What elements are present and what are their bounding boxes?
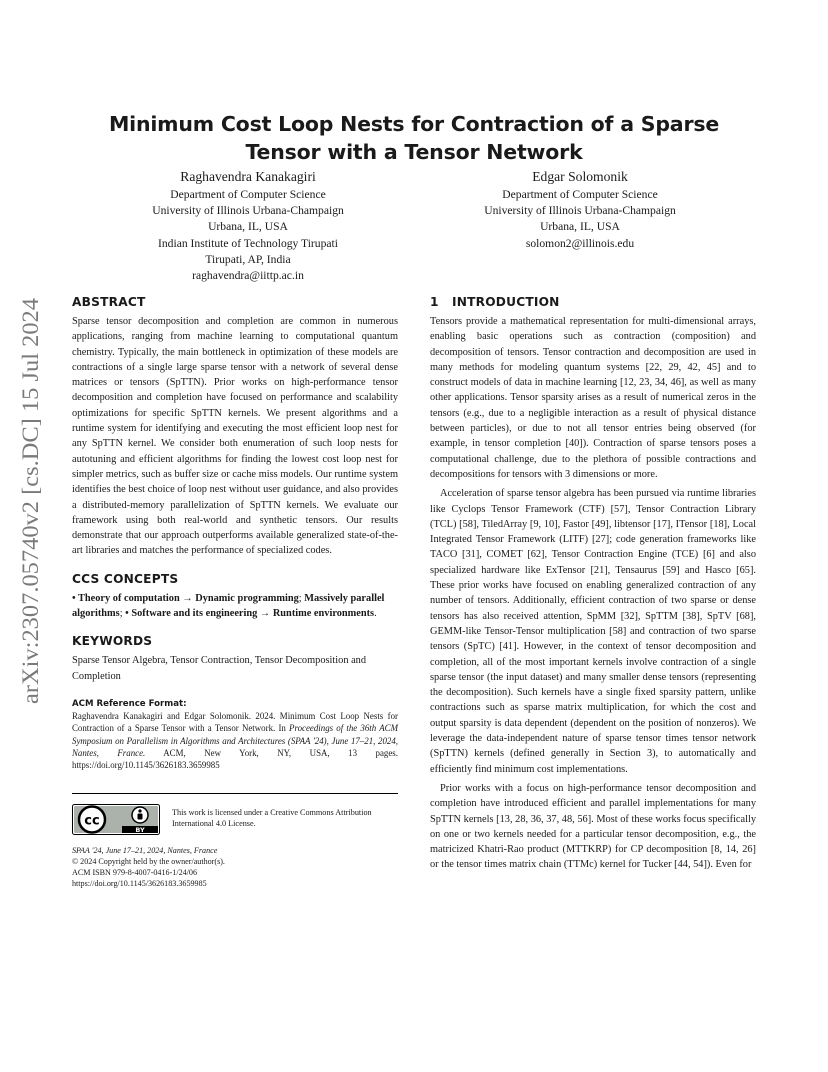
keywords-section: [72, 633, 398, 684]
cc-badge-text: cc: [84, 813, 100, 829]
license-box: [72, 804, 398, 835]
cc-by-license-icon: [72, 804, 160, 835]
acm-reference-label: ACM Reference Format:: [72, 698, 187, 709]
author-affiliation-line: Tirupati, AP, India: [205, 252, 291, 266]
ccs-separator: ;: [119, 608, 126, 620]
acm-reference-publisher: ACM, New York, NY, USA, 13 pages. https://doi.org/10.1145/3626183.3659985: [72, 747, 398, 770]
author-name: Raghavendra Kanakagiri: [180, 169, 316, 184]
author-affiliation-line: Department of Computer Science: [170, 188, 326, 201]
footnote-divider: [72, 793, 398, 794]
copyright-notice: © 2024 Copyright held by the owner/author(s).: [72, 857, 225, 867]
conference-venue: SPAA '24, June 17–21, 2024, Nantes, France: [72, 846, 218, 856]
ccs-concept: • Theory of computation → Dynamic programming: [72, 592, 299, 604]
author-block-2: [450, 168, 710, 252]
author-affiliation-line: University of Illinois Urbana-Champaign: [484, 204, 676, 218]
right-column: [430, 294, 756, 873]
arxiv-identifier-text: arXiv:2307.05740v2 [cs.DC] 15 Jul 2024: [18, 321, 43, 704]
acm-reference-format: [72, 698, 398, 771]
introduction-paragraph: Prior works with a focus on high-performance tensor decomposition and completion have introduced efficient and parallel implementations for many SpTTN kernels [13, 28, 36, 37, 48, 56]. Most of these works focus specifically on one or two kernels needed for a particular tensor decomposition, e.g., the matricized Khatri-Rao product (MTTKRP) for CP decomposition [8, 14, 26] or the tensor times matrix chain (TTMc) kernel for Tucker [44, 54]). Even for: [430, 782, 756, 871]
introduction-paragraph: Acceleration of sparse tensor algebra has been pursued via runtime libraries like Cyclops Tensor Framework (CTF) [57], Tensor Contraction Library (TCL) [58], TiledArray [9, 10], Fastor [49], libtensor [17], ITensor [18], Local Integrated Tensor Framework (LITF) [27]; code generation frameworks like TACO [31], COMET [62], Tensor Contraction Engine (TCE) [6] and also specialized hardware like ExTensor [21], Tensaurus [59] and Hasco [65]. These prior works have focused on enabling generalized contraction of any number of tensors. Additionally, efficient contraction of two sparse or dense tensors has also received attention, SpMM [32], SpTTM [38], SpTV [68], GEMM-like Tensor-Tensor multiplication [58] and contraction of two sparse tensors (SpTC) [41]. However, in the context of tensor decomposition and completion, all of the most important kernels involve contraction of a single sparse tensor (the input dataset) and many smaller dense tensors (representing the decomposition). Such kernels have a single fixed sparsity pattern, unlike contractions such as sparse matrix multiplication, for which the cost and output sparsity is data dependent (dependent on the position of nonzeros). We leverage the data-independent nature of sparse tensor times tensor network (SpTTN) kernels (defined generally in Section 3), to automatically and efficiently find minimum cost implementations.: [430, 488, 756, 775]
acm-reference-proceedings: Proceedings of the 36th ACM Symposium on Parallelism in Algorithms and Architectures (SPAA '24), June 17–21, 2024, Nantes, France.: [72, 723, 398, 758]
author-affiliation-line: Urbana, IL, USA: [540, 220, 620, 234]
abstract-heading: ABSTRACT: [72, 295, 146, 309]
ccs-separator: .: [374, 608, 377, 620]
keywords-heading: KEYWORDS: [72, 634, 153, 649]
ccs-separator: ;: [298, 592, 305, 604]
ccs-concept: Massively parallel algorithms: [72, 592, 385, 620]
acm-reference-authors: Raghavendra Kanakagiri and Edgar Solomonik. 2024. Minimum Cost Loop Nests for Contraction of a Sparse Tensor with a Tensor Network. In: [72, 711, 398, 734]
abstract-text: Sparse tensor decomposition and completion are common in numerous applications, ranging from machine learning to computational quantum chemistry. Typically, the main bottleneck in optimization of these models are contractions of a single large sparse tensor with a network of several dense matrices or tensors (SpTTN). Prior works on high-performance tensor decomposition and completion have focused on performance and scalability optimizations for specific SpTTN kernels. We present algorithms and a runtime system for identifying and executing the most efficient loop nest for any SpTTN kernel. We consider both enumeration of such loop nests for autotuning and efficient algorithms for finding the lowest cost loop nest for simpler metrics, such as buffer size or cache miss models. Our runtime system identifies the best choice of loop nest without user guidance, and also provides a distributed-memory parallelization of SpTTN kernels. We evaluate our framework using both real-world and synthetic tensors. Our results demonstrate that our approach outperforms available generalized state-of-the-art libraries and matches the performance of specialized codes.: [72, 316, 398, 557]
ccs-concepts-section: [72, 571, 398, 622]
introduction-heading: 1 INTRODUCTION: [430, 295, 560, 309]
conference-info: [72, 845, 398, 889]
author-email: raghavendra@iittp.ac.in: [192, 269, 304, 283]
license-text: This work is licensed under a Creative Commons Attribution International 4.0 License.: [172, 808, 372, 829]
arxiv-identifier: [13, 296, 47, 706]
acm-reference-text: [72, 710, 398, 771]
keywords-text: Sparse Tensor Algebra, Tensor Contraction, Tensor Decomposition and Completion: [72, 655, 367, 682]
introduction-paragraph: Tensors provide a mathematical representation for multi-dimensional arrays, enabling basic operations such as contraction (composition) and decomposition of tensors. Tensor contraction and decomposition are used in many methods for modeling quantum systems [22, 29, 42, 45] and to construct models of data in machine learning [12, 23, 34, 46], as well as many other applications. Tensor sparsity arises as a result of numerical zeros in the tensors (e.g., due to a negligible interaction as a result of physical distance between particles), or due to not all tensor entries being observed (for example, in tensor completion [40]). Contraction of sparse tensors poses a computational challenge, due to the plethora of possible contractions and decompositions for tensors with 3 dimensions or more.: [430, 316, 756, 480]
ccs-concepts-heading: CCS CONCEPTS: [72, 571, 179, 586]
left-column: [72, 294, 398, 889]
author-block-1: [110, 168, 386, 284]
paper-title: Minimum Cost Loop Nests for Contraction of a Sparse Tensor with a Tensor Network: [108, 112, 720, 164]
author-affiliation-line: University of Illinois Urbana-Champaign: [152, 204, 344, 218]
author-email: solomon2@illinois.edu: [525, 236, 635, 250]
doi-link[interactable]: https://doi.org/10.1145/3626183.3659985: [72, 879, 207, 889]
author-affiliation-line: Urbana, IL, USA: [208, 220, 288, 234]
by-badge-text: BY: [135, 826, 145, 835]
author-affiliation-line: Department of Computer Science: [502, 188, 658, 201]
author-affiliation-line: Indian Institute of Technology Tirupati: [158, 236, 338, 250]
author-name: Edgar Solomonik: [532, 169, 628, 184]
ccs-concept: • Software and its engineering → Runtime environments: [125, 608, 375, 620]
isbn: ACM ISBN 979-8-4007-0416-1/24/06: [72, 868, 198, 878]
ccs-concepts-text: [72, 591, 398, 622]
